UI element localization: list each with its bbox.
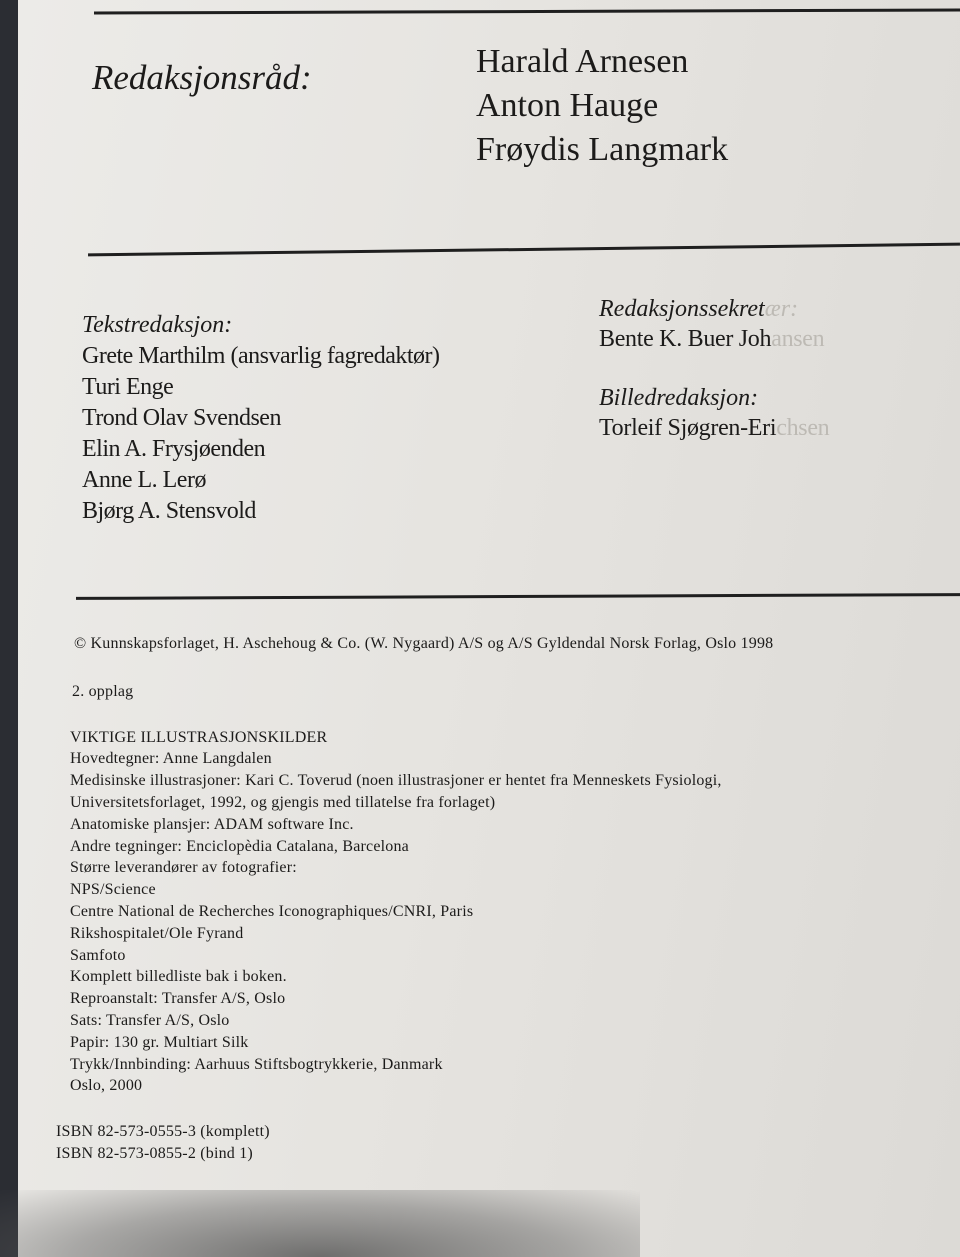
source-line: NPS/Science [70,881,156,899]
source-line: Andre tegninger: Enciclopèdia Catalana, Barcelona [70,837,409,855]
text-editing-label: Tekstredaksjon: [82,312,233,338]
source-line: Centre National de Recherches Iconographiques/CNRI, Paris [70,902,474,920]
picture-editing-label: Billedredaksjon: [599,385,759,411]
sources-heading: VIKTIGE ILLUSTRASJONSKILDER [70,728,328,746]
source-line: Komplett billedliste bak i boken. [70,968,287,986]
editor-name: Turi Enge [82,374,174,400]
source-line: Trykk/Innbinding: Aarhuus Stiftsbogtrykkerie, Danmark [70,1055,443,1073]
editor-name: Grete Marthilm (ansvarlig fagredaktør) [82,343,440,369]
text-editing-section [82,312,440,527]
source-line: Sats: Transfer A/S, Oslo [70,1011,230,1029]
source-line: Samfoto [70,946,126,964]
picture-editing-name: Torleif Sjøgren-Erichsen [599,415,830,441]
edition-line: 2. opplag [72,682,134,700]
photo-shadow [0,1190,640,1257]
board-member: Anton Hauge [476,87,659,124]
editorial-board-members [476,40,728,172]
isbn-line: ISBN 82-573-0555-3 (komplett) [56,1123,270,1141]
source-line: Større leverandører av fotografier: [70,859,297,877]
editor-name: Trond Olav Svendsen [82,405,281,431]
source-line: Reproanstalt: Transfer A/S, Oslo [70,990,286,1008]
text-editing-names [82,341,440,527]
source-line: Rikshospitalet/Ole Fyrand [70,924,244,942]
editorial-board-label: Redaksjonsråd: [92,58,312,97]
board-member: Frøydis Langmark [476,131,729,168]
adjacent-page-edge [0,0,18,1257]
editor-name: Elin A. Frysjøenden [82,436,266,462]
copyright-line: © Kunnskapsforlaget, H. Aschehoug & Co. (W. Nygaard) A/S og A/S Gyldendal Norsk Forlag, Oslo 1998 [74,635,774,652]
source-line: Medisinske illustrasjoner: Kari C. Toverud (noen illustrasjoner er hentet fra Menneskets Fysiologi, [70,772,722,790]
imprint-block [56,633,774,1165]
editor-name: Anne L. Lerø [82,467,206,493]
source-line: Hovedtegner: Anne Langdalen [70,750,272,768]
secretary-and-picture-section [599,296,829,444]
source-line: Anatomiske plansjer: ADAM software Inc. [70,815,354,833]
source-line: Oslo, 2000 [70,1077,143,1095]
illustration-sources [70,727,773,1098]
board-member: Harald Arnesen [476,43,689,80]
editorial-secretary-name: Bente K. Buer Johansen [599,326,825,352]
source-line: Papir: 130 gr. Multiart Silk [70,1033,249,1051]
editor-name: Bjørg A. Stensvold [82,498,256,524]
isbn-line: ISBN 82-573-0855-2 (bind 1) [56,1144,253,1162]
editorial-secretary-label: Redaksjonssekretær: [599,296,799,322]
isbn-block [56,1121,773,1165]
source-line: Universitetsforlaget, 1992, og gjengis med tillatelse fra forlaget) [70,793,496,811]
